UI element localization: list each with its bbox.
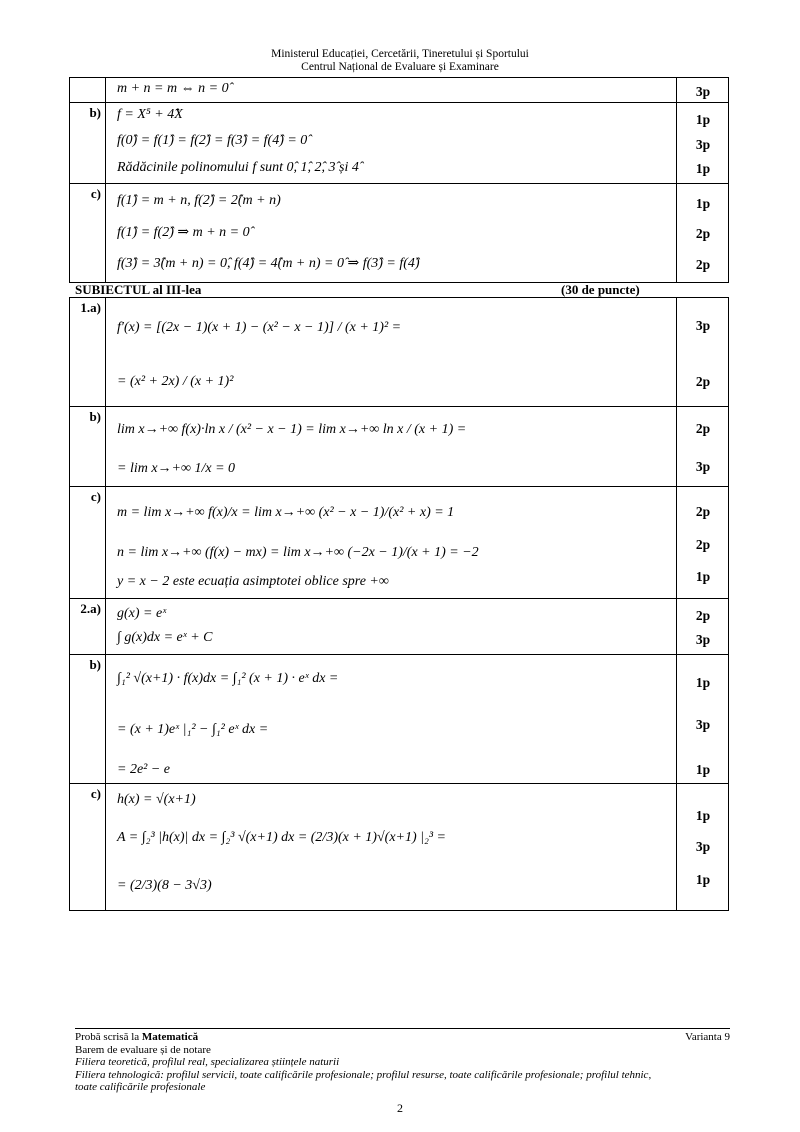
points: 1p bbox=[695, 872, 711, 887]
footer-exam-line: Probă scrisă la Matematică bbox=[75, 1031, 199, 1043]
solution-line: n = lim x→+∞ (f(x) − mx) = lim x→+∞ (−2x − 1)/(x + 1) = −2 bbox=[117, 545, 479, 560]
row-label: b) bbox=[70, 103, 106, 183]
subject-3-heading bbox=[69, 283, 729, 297]
row-label: b) bbox=[70, 655, 106, 783]
table-row bbox=[70, 407, 728, 487]
table-row bbox=[70, 599, 728, 655]
subject-points: (30 de puncte) bbox=[561, 282, 640, 297]
points: 2p bbox=[695, 504, 711, 519]
table-row bbox=[70, 103, 728, 184]
solution-line: m = lim x→+∞ f(x)/x = lim x→+∞ (x² − x − 1)/(x² + x) = 1 bbox=[117, 505, 455, 520]
solution-line: f = X⁵ + 4̂X bbox=[117, 107, 183, 122]
solution-line: = 2e² − e bbox=[117, 762, 171, 777]
solution-line: = lim x→+∞ 1/x = 0 bbox=[117, 461, 236, 476]
points: 3p bbox=[695, 84, 711, 99]
row-label: 2.a) bbox=[70, 599, 106, 654]
solution-line: f(0̂) = f(1̂) = f(2̂) = f(3̂) = f(4̂) = 0̂ bbox=[117, 133, 308, 148]
header-ministry: Ministerul Educației, Cercetării, Tineretului și Sportului bbox=[271, 48, 529, 60]
page-number: 2 bbox=[397, 1101, 403, 1115]
points: 3p bbox=[695, 839, 711, 854]
table-row bbox=[70, 78, 728, 103]
table-row bbox=[70, 655, 728, 784]
solution-line: = (2/3)(8 − 3√3) bbox=[117, 878, 212, 893]
points: 1p bbox=[695, 112, 711, 127]
solution-line: f(3̂) = 3̂(m + n) = 0̂, f(4̂) = 4̂(m + n) = 0̂ ⇒ f(3̂) = f(4̂) bbox=[117, 256, 420, 271]
row-label: c) bbox=[70, 487, 106, 598]
row-label: b) bbox=[70, 407, 106, 486]
points: 3p bbox=[695, 318, 711, 333]
solution-line: y = x − 2 este ecuația asimptotei oblice spre +∞ bbox=[117, 574, 389, 589]
table-row bbox=[70, 487, 728, 599]
solution-line: ∫ g(x)dx = eˣ + C bbox=[117, 630, 213, 645]
subject-title: SUBIECTUL al III-lea bbox=[75, 282, 202, 297]
points: 2p bbox=[695, 257, 711, 272]
points: 3p bbox=[695, 717, 711, 732]
solution-line: = (x² + 2x) / (x + 1)² bbox=[117, 374, 234, 389]
solution-line: m + n = m ⇔ n = 0̂ bbox=[117, 81, 229, 96]
points: 1p bbox=[695, 161, 711, 176]
points: 1p bbox=[695, 808, 711, 823]
points: 1p bbox=[695, 762, 711, 777]
solution-line: g(x) = eˣ bbox=[117, 606, 167, 621]
points: 2p bbox=[695, 608, 711, 623]
points: 2p bbox=[695, 226, 711, 241]
solution-line: A = ∫₂³ |h(x)| dx = ∫₂³ √(x+1) dx = (2/3)(x + 1)√(x+1) |₂³ = bbox=[117, 830, 446, 845]
solution-line: f′(x) = [(2x − 1)(x + 1) − (x² − x − 1)] / (x + 1)² = bbox=[117, 320, 402, 335]
footer-variant: Varianta 9 bbox=[685, 1031, 730, 1043]
solution-line: = (x + 1)eˣ |₁² − ∫₁² eˣ dx = bbox=[117, 722, 269, 737]
header-center: Centrul Național de Evaluare și Examinare bbox=[301, 61, 499, 73]
footer-track-theoretical: Filiera teoretică, profilul real, specializarea științele naturii bbox=[75, 1056, 340, 1068]
points: 2p bbox=[695, 537, 711, 552]
solution-line: h(x) = √(x+1) bbox=[117, 792, 196, 807]
points: 2p bbox=[695, 421, 711, 436]
footer-subject: Matematică bbox=[141, 1031, 199, 1043]
points: 1p bbox=[695, 675, 711, 690]
solution-line: Rădăcinile polinomului f sunt 0̂, 1̂, 2̂, 3̂ și 4̂ bbox=[117, 160, 359, 175]
points: 3p bbox=[695, 459, 711, 474]
footer-grading-line: Barem de evaluare și de notare bbox=[75, 1043, 211, 1056]
footer bbox=[75, 1031, 730, 1094]
solution-line: ∫₁² √(x+1) · f(x)dx = ∫₁² (x + 1) · eˣ dx = bbox=[117, 671, 339, 686]
row-label bbox=[70, 78, 106, 102]
row-label: 1.a) bbox=[70, 298, 106, 406]
row-label: c) bbox=[70, 784, 106, 910]
points: 3p bbox=[695, 632, 711, 647]
table-section-2 bbox=[69, 77, 729, 283]
table-row bbox=[70, 298, 728, 407]
row-label: c) bbox=[70, 184, 106, 282]
points: 2p bbox=[695, 374, 711, 389]
grading-sheet bbox=[69, 77, 729, 911]
solution-line: f(1̂) = m + n, f(2̂) = 2̂(m + n) bbox=[117, 193, 281, 208]
footer-track-technological: Filiera tehnologică: profilul servicii, toate calificările profesionale; profilul resurse, toate calificările profesionale; profilul tehnic, bbox=[75, 1068, 652, 1081]
solution-line: f(1̂) = f(2̂) ⇒ m + n = 0̂ bbox=[117, 225, 250, 240]
points: 1p bbox=[695, 196, 711, 211]
table-row bbox=[70, 784, 728, 910]
table-row bbox=[70, 184, 728, 282]
points: 3p bbox=[695, 137, 711, 152]
footer-track-technological-cont: toate calificările profesionale bbox=[75, 1081, 206, 1093]
solution-line: lim x→+∞ f(x)·ln x / (x² − x − 1) = lim x→+∞ ln x / (x + 1) = bbox=[117, 422, 467, 437]
table-section-3 bbox=[69, 297, 729, 911]
points: 1p bbox=[695, 569, 711, 584]
